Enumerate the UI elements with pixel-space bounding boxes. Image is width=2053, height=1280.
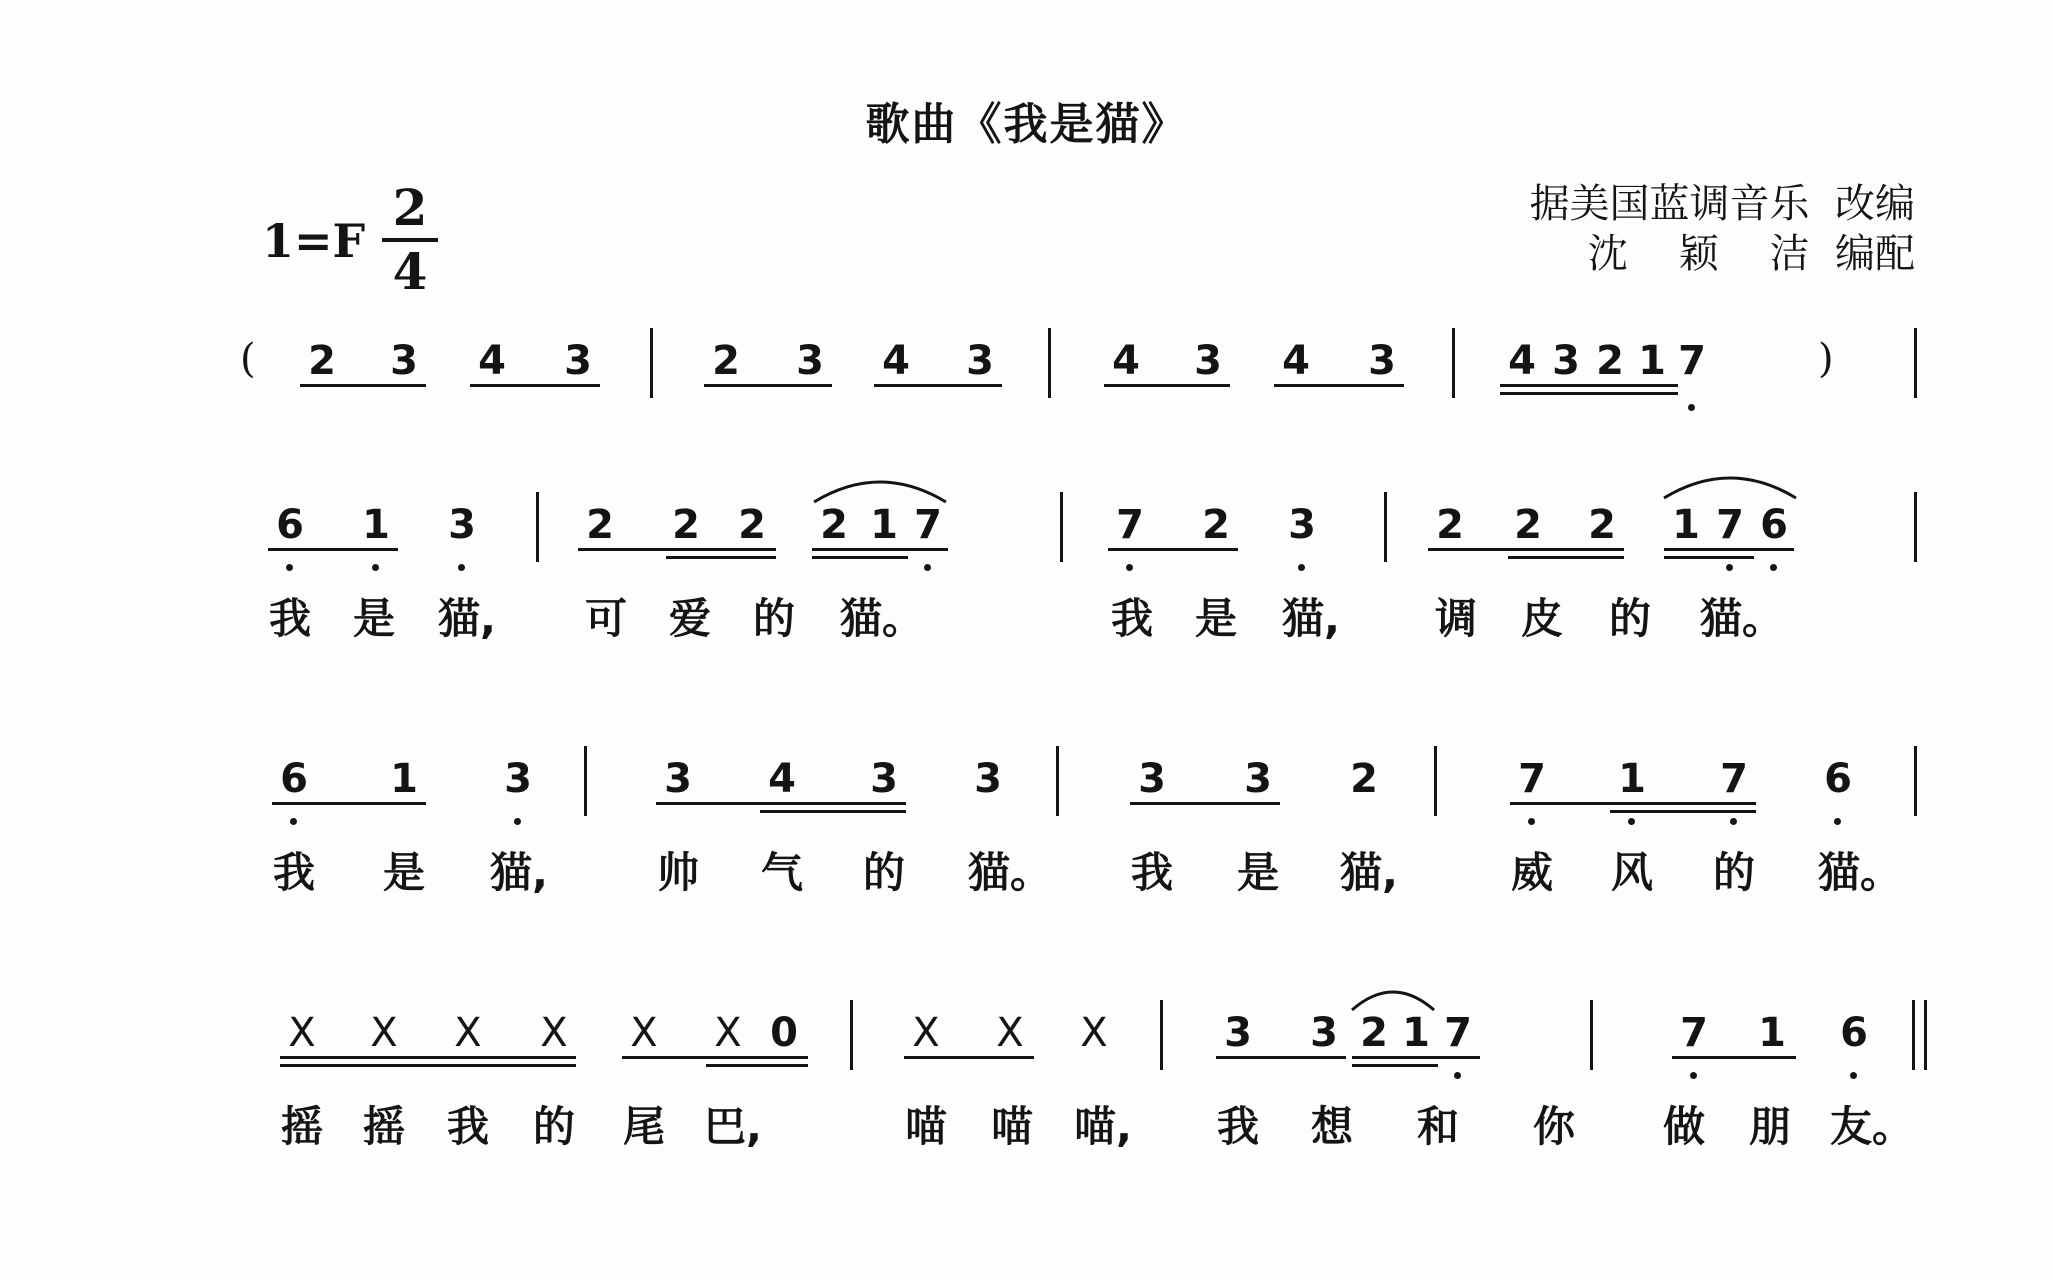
low-octave-dot [924, 564, 931, 571]
sixteenth-beam [706, 1064, 808, 1067]
lyric: 威 [1510, 848, 1553, 897]
lyric: 的 [1712, 848, 1755, 897]
note: 4 [478, 338, 506, 384]
note: 7 [914, 502, 942, 548]
barline [584, 746, 587, 816]
verse-line-1 [240, 502, 1920, 652]
eighth-beam [1672, 1056, 1796, 1059]
lyric: 皮 [1520, 594, 1563, 643]
note: 4 [1282, 338, 1310, 384]
note: 2 [1588, 502, 1616, 548]
eighth-beam [268, 548, 398, 551]
note: 3 [564, 338, 592, 384]
eighth-beam [874, 384, 1002, 387]
low-octave-dot [1454, 1072, 1461, 1079]
lyric: 做 [1662, 1102, 1705, 1151]
sixteenth-beam [1352, 1064, 1438, 1067]
note: 7 [1680, 1010, 1708, 1056]
eighth-beam [1428, 548, 1508, 551]
slur [1660, 466, 1800, 502]
lyric: 喵 [904, 1102, 947, 1151]
barline [850, 1000, 853, 1070]
note: 3 [1288, 502, 1316, 548]
lyric: 猫, [490, 848, 548, 897]
lyric: 的 [532, 1102, 575, 1151]
final-barline-thin [1912, 1000, 1915, 1070]
note: 2 [712, 338, 740, 384]
barline [536, 492, 539, 562]
barline [1160, 1000, 1163, 1070]
lyric: 是 [1236, 848, 1279, 897]
note: 1 [1672, 502, 1700, 548]
eighth-beam [666, 548, 776, 551]
barline [1452, 328, 1455, 398]
verse-line-2 [240, 756, 1920, 906]
low-octave-dot [1730, 818, 1737, 825]
eighth-beam [1216, 1056, 1346, 1059]
lyric: 喵, [1074, 1102, 1132, 1151]
time-signature-numerator: 2 [392, 178, 428, 237]
intro-close-paren: ) [1818, 336, 1834, 382]
barline [1914, 328, 1917, 398]
low-octave-dot [1528, 818, 1535, 825]
barline [1914, 746, 1917, 816]
eighth-beam [300, 384, 426, 387]
note: 3 [796, 338, 824, 384]
verse-line-3 [240, 1010, 1920, 1160]
note: 4 [1508, 338, 1536, 384]
eighth-beam [1664, 548, 1794, 551]
note: 1 [390, 756, 418, 802]
lyric: 我 [1110, 594, 1153, 643]
note: 6 [1840, 1010, 1868, 1056]
note: 4 [768, 756, 796, 802]
note: 2 [1514, 502, 1542, 548]
lyric: 的 [752, 594, 795, 643]
note: 3 [870, 756, 898, 802]
note: 3 [966, 338, 994, 384]
note: 3 [664, 756, 692, 802]
lyric: 我 [1130, 848, 1173, 897]
sixteenth-beam [1500, 392, 1678, 395]
note: 2 [586, 502, 614, 548]
note: 3 [974, 756, 1002, 802]
note: 7 [1518, 756, 1546, 802]
eighth-beam [904, 1056, 1034, 1059]
lyric: 我 [272, 848, 315, 897]
sixteenth-beam [760, 810, 906, 813]
note: 2 [738, 502, 766, 548]
note: 2 [1202, 502, 1230, 548]
time-signature-denominator: 4 [392, 242, 428, 301]
lyric: 猫。 [840, 594, 925, 643]
sixteenth-beam [280, 1064, 576, 1067]
eighth-beam [1510, 802, 1756, 805]
lyric: 是 [382, 848, 425, 897]
eighth-beam [656, 802, 906, 805]
barline [1914, 492, 1917, 562]
note: 6 [276, 502, 304, 548]
note: 2 [672, 502, 700, 548]
song-title: 歌曲《我是猫》 [865, 99, 1188, 150]
lyric: 猫, [438, 594, 496, 643]
eighth-beam [1508, 548, 1624, 551]
lyric: 猫。 [1818, 848, 1903, 897]
note: 7 [1678, 338, 1706, 384]
lyric: 调 [1434, 594, 1477, 643]
credit-arranged: 据美国蓝调音乐 改编 [1529, 181, 1915, 227]
note: 6 [1760, 502, 1788, 548]
lyric: 尾 [622, 1102, 665, 1151]
note: 3 [390, 338, 418, 384]
sixteenth-beam [1664, 556, 1754, 559]
low-octave-dot [286, 564, 293, 571]
note: 1 [870, 502, 898, 548]
lyric: 和 [1416, 1102, 1459, 1151]
barline [1056, 746, 1059, 816]
lyric: 友。 [1830, 1102, 1915, 1151]
note: 4 [882, 338, 910, 384]
note: 3 [1138, 756, 1166, 802]
slur [810, 470, 950, 506]
eighth-beam [1104, 384, 1230, 387]
note: X [370, 1010, 398, 1056]
low-octave-dot [1298, 564, 1305, 571]
note: 2 [1360, 1010, 1388, 1056]
low-octave-dot [1688, 404, 1695, 411]
lyric: 猫。 [968, 848, 1053, 897]
note: 1 [362, 502, 390, 548]
barline [1060, 492, 1063, 562]
lyric: 的 [862, 848, 905, 897]
lyric: 我 [446, 1102, 489, 1151]
eighth-beam [272, 802, 426, 805]
note: 7 [1116, 502, 1144, 548]
barline [1590, 1000, 1593, 1070]
lyric: 我 [268, 594, 311, 643]
low-octave-dot [290, 818, 297, 825]
barline [1048, 328, 1051, 398]
note: 0 [770, 1010, 798, 1056]
low-octave-dot [458, 564, 465, 571]
note: 3 [1552, 338, 1580, 384]
note: 2 [1350, 756, 1378, 802]
note: X [1080, 1010, 1108, 1056]
note: 6 [1824, 756, 1852, 802]
eighth-beam [1130, 802, 1280, 805]
note: X [996, 1010, 1024, 1056]
note: 4 [1112, 338, 1140, 384]
eighth-beam [704, 384, 832, 387]
note: 3 [1368, 338, 1396, 384]
note: 2 [1436, 502, 1464, 548]
note: 1 [1402, 1010, 1430, 1056]
note: 3 [1310, 1010, 1338, 1056]
lyric: 帅 [656, 848, 699, 897]
sixteenth-beam [1500, 384, 1678, 387]
eighth-beam [578, 548, 666, 551]
lyric: 是 [352, 594, 395, 643]
lyric: 你 [1532, 1102, 1575, 1151]
key-signature: 1=F [262, 214, 366, 268]
note: 3 [448, 502, 476, 548]
lyric: 我 [1216, 1102, 1259, 1151]
note: 3 [1244, 756, 1272, 802]
lyric: 是 [1194, 594, 1237, 643]
final-barline-thick [1924, 1000, 1927, 1070]
lyric: 爱 [668, 594, 711, 643]
note: 2 [820, 502, 848, 548]
low-octave-dot [514, 818, 521, 825]
note: X [454, 1010, 482, 1056]
eighth-beam [1108, 548, 1238, 551]
sixteenth-beam [1610, 810, 1756, 813]
sixteenth-beam [812, 556, 908, 559]
note: X [714, 1010, 742, 1056]
note: X [288, 1010, 316, 1056]
note: 1 [1618, 756, 1646, 802]
time-signature [382, 180, 438, 300]
note: X [630, 1010, 658, 1056]
barline [1384, 492, 1387, 562]
sixteenth-beam [1508, 556, 1624, 559]
lyric: 摇 [362, 1102, 405, 1151]
credit-orchestrated: 沈 颖 洁 编配 [1587, 231, 1915, 277]
sixteenth-beam [666, 556, 776, 559]
note: 1 [1758, 1010, 1786, 1056]
lyric: 猫。 [1700, 594, 1785, 643]
eighth-beam [280, 1056, 576, 1059]
note: 7 [1444, 1010, 1472, 1056]
note: 3 [1224, 1010, 1252, 1056]
intro-open-paren: ( [240, 336, 256, 382]
eighth-beam [1274, 384, 1404, 387]
barline [650, 328, 653, 398]
note: 6 [280, 756, 308, 802]
lyric: 想 [1310, 1102, 1353, 1151]
eighth-beam [622, 1056, 808, 1059]
low-octave-dot [1726, 564, 1733, 571]
low-octave-dot [1628, 818, 1635, 825]
lyric: 喵 [990, 1102, 1033, 1151]
low-octave-dot [1690, 1072, 1697, 1079]
low-octave-dot [1850, 1072, 1857, 1079]
note: 7 [1720, 756, 1748, 802]
low-octave-dot [1834, 818, 1841, 825]
eighth-beam [812, 548, 948, 551]
note: X [540, 1010, 568, 1056]
note: 7 [1716, 502, 1744, 548]
low-octave-dot [1126, 564, 1133, 571]
eighth-beam [470, 384, 600, 387]
slur [1348, 982, 1438, 1014]
low-octave-dot [372, 564, 379, 571]
note: 2 [308, 338, 336, 384]
lyric: 可 [584, 594, 627, 643]
lyric: 巴, [704, 1102, 762, 1151]
note: 3 [1194, 338, 1222, 384]
note: 3 [504, 756, 532, 802]
note: 1 [1638, 338, 1666, 384]
low-octave-dot [1770, 564, 1777, 571]
lyric: 摇 [280, 1102, 323, 1151]
barline [1434, 746, 1437, 816]
eighth-beam [1352, 1056, 1480, 1059]
note: X [912, 1010, 940, 1056]
lyric: 猫, [1282, 594, 1340, 643]
lyric: 猫, [1340, 848, 1398, 897]
lyric: 的 [1608, 594, 1651, 643]
lyric: 气 [760, 848, 803, 897]
lyric: 朋 [1748, 1102, 1791, 1151]
lyric: 风 [1610, 848, 1653, 897]
note: 2 [1596, 338, 1624, 384]
